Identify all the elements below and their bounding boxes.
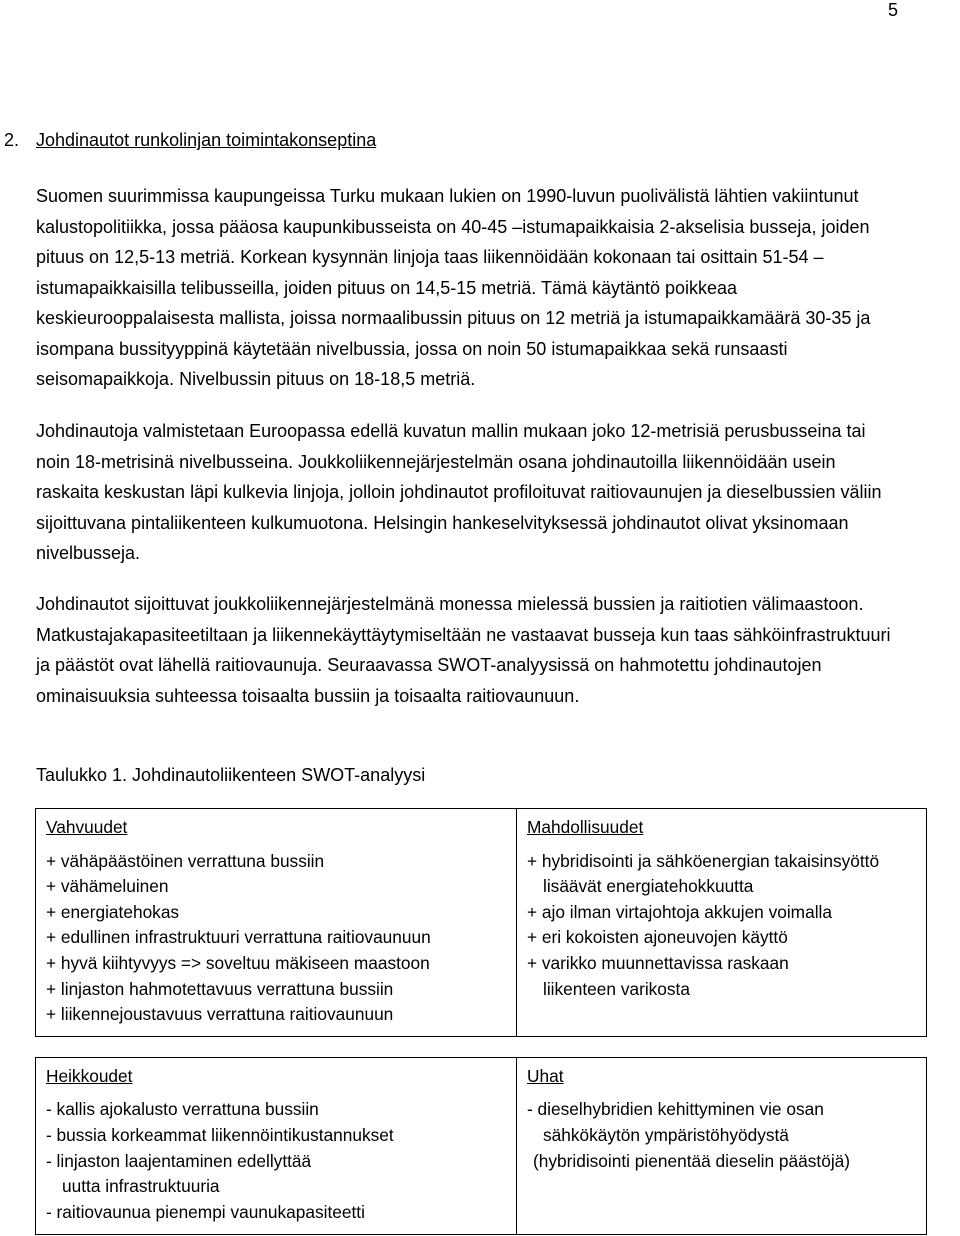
strength-item: + energiatehokas xyxy=(46,901,180,922)
strength-item: + vähäpäästöinen verrattuna bussiin xyxy=(46,850,325,871)
swot-opportunities-cell xyxy=(517,809,927,1037)
threat-item: - dieselhybridien kehittyminen vie osan xyxy=(527,1099,824,1120)
strength-item: + vähämeluinen xyxy=(46,876,169,897)
swot-weaknesses-cell xyxy=(36,1057,517,1234)
opportunities-title: Mahdollisuudet xyxy=(527,817,644,837)
opportunity-item-continuation: liikenteen varikosta xyxy=(543,978,690,999)
paragraph-fleet-policy: Suomen suurimmissa kaupungeissa Turku mukaan lukien on 1990-luvun puolivälistä lähtien vakiintunut kalustopolitiikka, jossa pääosa kaupunkibusseista on 40-45 –istumapaikkaisia 2-akselisia busseja, joiden pituus on 12,5-13 metriä. Korkean kysynnän linjoja taas liikennöidään kokonaan tai osittain 51-54 –istumapaikkaisilla telibusseilla, joiden pituus on 14,5-15 metriä. Tämä käytäntö poikkeaa keskieurooppalaisesta mallista, joissa normaalibussin pituus on 12 metriä ja istumapaikkamäärä 30-35 ja isompana bussityyppinä käytetään nivelbussia, jossa on noin 50 istumapaikkaa sekä runsaasti seisomapaikkoja. Nivelbussin pituus on 18-18,5 metriä. xyxy=(36,186,871,389)
opportunity-item: + hybridisointi ja sähköenergian takaisinsyöttö xyxy=(527,850,880,871)
threats-title: Uhat xyxy=(527,1065,564,1086)
page-number: 5 xyxy=(887,0,898,20)
paragraph-trolleybus-manufacturing: Johdinautoja valmistetaan Euroopassa edellä kuvatun mallin mukaan joko 12-metrisiä perusbusseina tai noin 18-metrisinä nivelbusseina. Joukkoliikennejärjestelmän osana johdinautoilla liikennöidään usein raskaita keskustan läpi kulkevia linjoja, jolloin johdinautot profiloituvat raitiovaunujen ja dieselbussien väliin sijoittuvana pintaliikenteen kulkumuotona. Helsingin hankeselvityksessä johdinautot olivat yksinomaan nivelbusseja. xyxy=(36,421,882,563)
table-caption: Taulukko 1. Johdinautoliikenteen SWOT-analyysi xyxy=(36,765,426,785)
section-title: Johdinautot runkolinjan toimintakonseptina xyxy=(36,130,377,150)
strengths-title: Vahvuudet xyxy=(46,817,128,837)
strength-item: + edullinen infrastruktuuri verrattuna raitiovaunuun xyxy=(46,927,431,948)
swot-strengths-cell xyxy=(36,809,517,1037)
weakness-item: - linjaston laajentaminen edellyttää xyxy=(46,1150,312,1171)
weakness-item: - kallis ajokalusto verrattuna bussiin xyxy=(46,1099,319,1120)
opportunity-item-continuation: lisäävät energiatehokkuutta xyxy=(543,876,754,897)
weaknesses-title: Heikkoudet xyxy=(46,1065,133,1086)
section-heading xyxy=(4,130,376,151)
weakness-item-continuation: uutta infrastruktuuria xyxy=(62,1176,220,1197)
weakness-item: - bussia korkeammat liikennöintikustannukset xyxy=(46,1124,394,1145)
strength-item: + liikennejoustavuus verrattuna raitiovaunuun xyxy=(46,1004,394,1025)
section-number: 2. xyxy=(4,130,20,150)
threat-item-continuation: sähkökäytön ympäristöhyödystä xyxy=(543,1124,789,1145)
swot-table xyxy=(35,808,927,1235)
swot-threats-cell xyxy=(517,1057,927,1234)
strength-item: + hyvä kiihtyvyys => soveltuu mäkiseen maastoon xyxy=(46,952,430,973)
weakness-item: - raitiovaunua pienempi vaunukapasiteetti xyxy=(46,1201,365,1222)
opportunity-item: + varikko muunnettavissa raskaan xyxy=(527,952,789,973)
threat-item-continuation: (hybridisointi pienentää dieselin päästöjä) xyxy=(533,1150,851,1171)
table-row-spacer xyxy=(36,1036,927,1057)
strength-item: + linjaston hahmotettavuus verrattuna bussiin xyxy=(46,978,394,999)
opportunity-item: + ajo ilman virtajohtoja akkujen voimalla xyxy=(527,901,832,922)
paragraph-trolleybus-positioning: Johdinautot sijoittuvat joukkoliikennejärjestelmänä monessa mielessä bussien ja raitiotien välimaastoon. Matkustajakapasiteetiltaan ja liikennekäyttäytymiseltään ne vastaavat busseja kun taas sähköinfrastruktuuri ja päästöt ovat lähellä raitiovaunuja. Seuraavassa SWOT-analyysissä on hahmotettu johdinautojen ominaisuuksia suhteessa toisaalta bussiin ja toisaalta raitiovaunuun. xyxy=(36,594,891,706)
opportunity-item: + eri kokoisten ajoneuvojen käyttö xyxy=(527,927,788,948)
